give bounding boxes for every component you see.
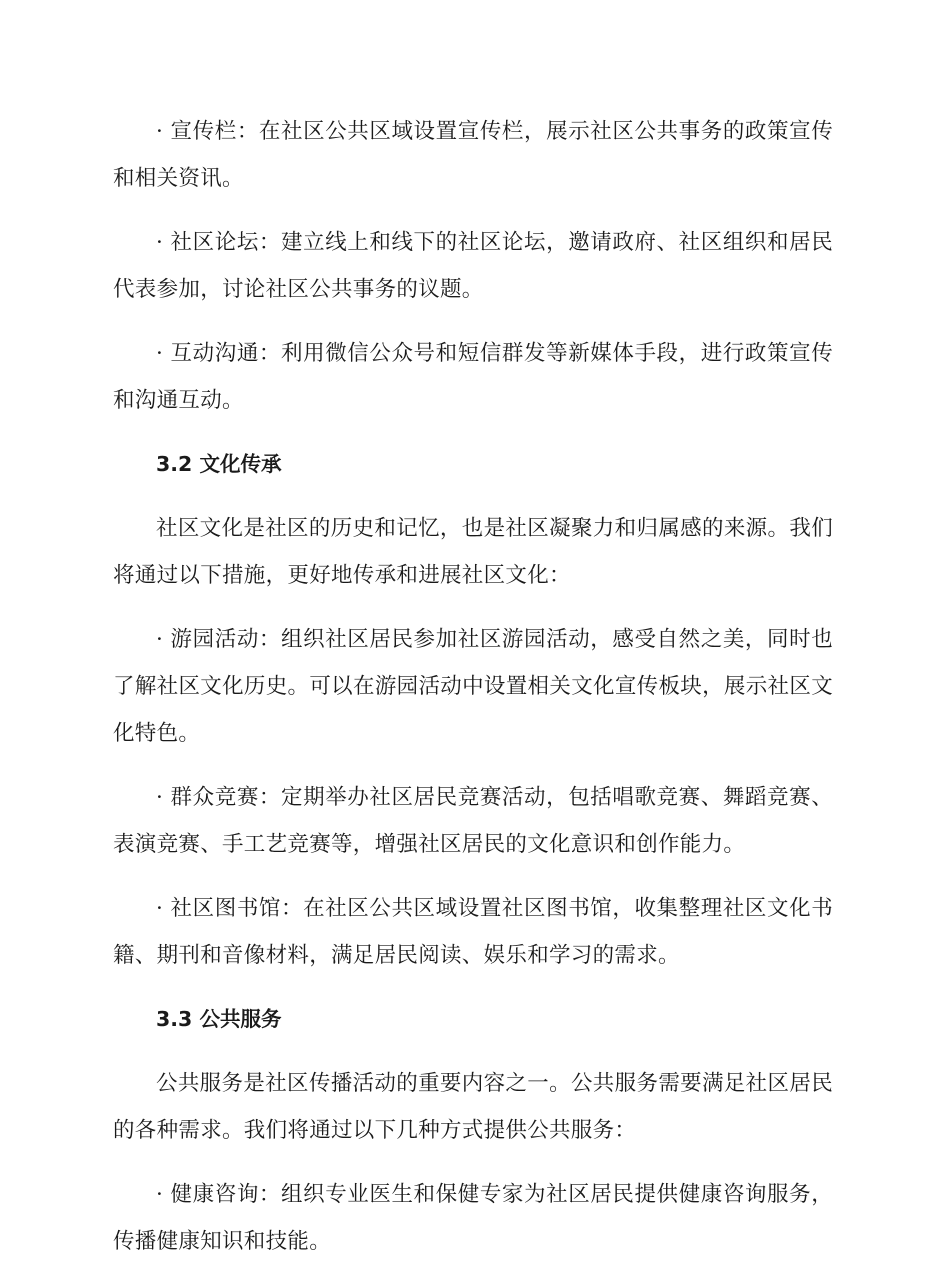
bullet-paragraph-interactive-communication: · 互动沟通：利用微信公众号和短信群发等新媒体手段，进行政策宣传和沟通互动。 [113,341,833,413]
bullet-paragraph-community-library: · 社区图书馆：在社区公共区域设置社区图书馆，收集整理社区文化书籍、期刊和音像材料，满足居民阅读、娱乐和学习的需求。 [113,896,833,968]
bullet-paragraph-garden-activities: · 游园活动：组织社区居民参加社区游园活动，感受自然之美，同时也了解社区文化历史。可以在游园活动中设置相关文化宣传板块，展示社区文化特色。 [113,627,833,746]
section-intro-3-3: 公共服务是社区传播活动的重要内容之一。公共服务需要满足社区居民的各种需求。我们将通过以下几种方式提供公共服务： [113,1071,833,1143]
bullet-paragraph-community-forum: · 社区论坛：建立线上和线下的社区论坛，邀请政府、社区组织和居民代表参加，讨论社区公共事务的议题。 [113,230,833,302]
bullet-paragraph-public-competitions: · 群众竞赛：定期举办社区居民竞赛活动，包括唱歌竞赛、舞蹈竞赛、表演竞赛、手工艺竞赛等，增强社区居民的文化意识和创作能力。 [113,785,833,857]
section-heading-3-2: 3.2 文化传承 [156,452,282,476]
section-heading-3-3: 3.3 公共服务 [156,1007,282,1031]
bullet-paragraph-health-consultation: · 健康咨询：组织专业医生和保健专家为社区居民提供健康咨询服务，传播健康知识和技能。 [113,1182,833,1254]
bullet-paragraph-bulletin-board: · 宣传栏：在社区公共区域设置宣传栏，展示社区公共事务的政策宣传和相关资讯。 [113,119,833,191]
document-page [113,108,833,1282]
section-intro-3-2: 社区文化是社区的历史和记忆，也是社区凝聚力和归属感的来源。我们将通过以下措施，更好地传承和进展社区文化： [113,516,833,588]
